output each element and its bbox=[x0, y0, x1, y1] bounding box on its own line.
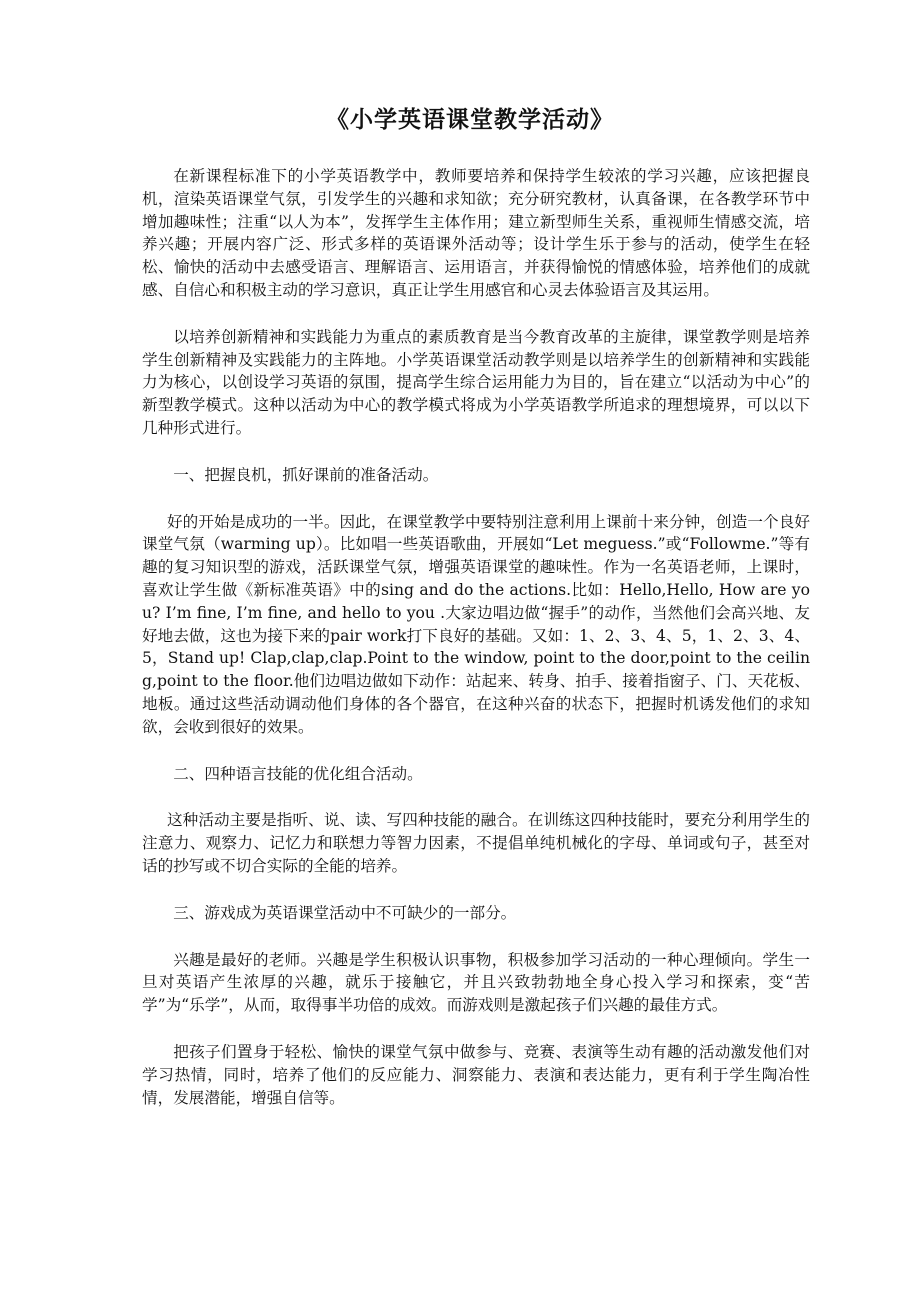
document-title: 《小学英语课堂教学活动》 bbox=[326, 106, 614, 133]
paragraph-classroom-atmosphere: 把孩子们置身于轻松、愉快的课堂气氛中做参与、竞赛、表演等生动有趣的活动激发他们对学习热情，同时，培养了他们的反应能力、洞察能力、表演和表达能力，更有利于学生陶冶性情，发展潜能，增强自信等。 bbox=[142, 1042, 810, 1107]
section-heading-language-skills: 二、四种语言技能的优化组合活动。 bbox=[173, 764, 423, 783]
paragraph-four-skills: 这种活动主要是指听、说、读、写四种技能的融合。在训练这四种技能时，要充分利用学生的注意力、观察力、记忆力和联想力等智力因素，不提倡单纯机械化的字母、单词或句子，甚至对话的抄写或不切合实际的全能的培养。 bbox=[142, 811, 810, 875]
section-heading-games: 三、游戏成为英语课堂活动中不可缺少的一部分。 bbox=[173, 903, 517, 922]
section-heading-preparation: 一、把握良机，抓好课前的准备活动。 bbox=[173, 465, 439, 484]
paragraph-interest: 兴趣是最好的老师。兴趣是学生积极认识事物，积极参加学习活动的一种心理倾向。学生一旦对英语产生浓厚的兴趣，就乐于接触它，并且兴致勃勃地全身心投入学习和探索，变“苦学”为“乐学”，从而，取得事半功倍的成效。而游戏则是激起孩子们兴趣的最佳方式。 bbox=[142, 950, 810, 1015]
paragraph-warming-up: 好的开始是成功的一半。因此，在课堂教学中要特别注意利用上课前十来分钟，创造一个良好课堂气氛（warming up）。比如唱一些英语歌曲，开展如“Let meguess.”或“Followme.”等有趣的复习知识型的游戏，活跃课堂气氛，增强英语课堂的趣味性。作为一名英语老师，上课时，喜欢让学生做《新标准英语》中的sing and do the actions.比如：Hello,Hello, How are you? I’m fine, I’m fine, and hello to you .大家边唱边做“握手”的动作，当然他们会高兴地、友好地去做，这也为接下来的pair work打下良好的基础。又如：1、2、3、4、5，1、2、3、4、5，Stand up! Clap,clap,clap.Point to the window, point to the door,point to the ceiling,point to the floor.他们边唱边做如下动作：站起来、转身、拍手、接着指窗子、门、天花板、地板。通过这些活动调动他们身体的各个器官，在这种兴奋的状态下，把握时机诱发他们的求知欲，会收到很好的效果。 bbox=[142, 512, 810, 736]
paragraph-intro: 在新课程标准下的小学英语教学中，教师要培养和保持学生较浓的学习兴趣，应该把握良机，渲染英语课堂气氛，引发学生的兴趣和求知欲；充分研究教材，认真备课，在各教学环节中增加趣味性；注重“以人为本”，发挥学生主体作用；建立新型师生关系，重视师生情感交流，培养兴趣；开展内容广泛、形式多样的英语课外活动等；设计学生乐于参与的活动，使学生在轻松、愉快的活动中去感受语言、理解语言、运用语言，并获得愉悦的情感体验，培养他们的成就感、自信心和积极主动的学习意识，真正让学生用感官和心灵去体验语言及其运用。 bbox=[142, 167, 810, 299]
paragraph-quality-education: 以培养创新精神和实践能力为重点的素质教育是当今教育改革的主旋律，课堂教学则是培养学生创新精神及实践能力的主阵地。小学英语课堂活动教学则是以培养学生的创新精神和实践能力为核心，以创设学习英语的氛围，提高学生综合运用能力为目的，旨在建立“以活动为中心”的新型教学模式。这种以活动为中心的教学模式将成为小学英语教学所追求的理想境界，可以以下几种形式进行。 bbox=[142, 327, 810, 437]
